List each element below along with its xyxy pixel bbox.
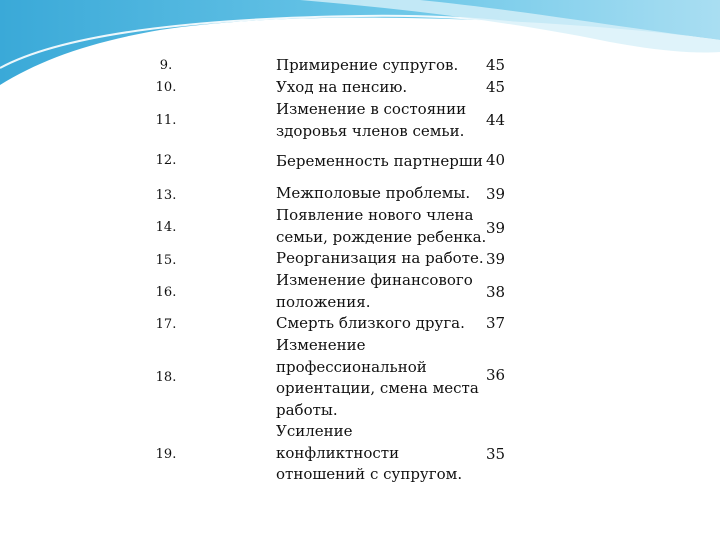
item-text [276,270,488,313]
item-text-line: ориентации, смена места [276,379,479,397]
item-score: 39 [486,250,506,268]
item-text [276,99,488,142]
item-number: 14. [155,220,177,235]
item-text [276,421,488,486]
item-text: Примирение супругов. [276,56,459,74]
item-text [276,205,488,248]
item-text-line: Изменение [276,336,366,354]
item-text-line: профессиональной [276,357,427,376]
item-score: 45 [486,56,506,74]
item-number: 10. [155,80,177,95]
item-score: 39 [486,219,506,237]
item-number: 19. [155,447,177,462]
item-number: 9. [159,58,173,73]
item-text-line: конфликтности [276,443,400,462]
item-number: 12. [155,153,177,168]
item-text-line: положения. [276,292,371,311]
item-text-line: Усиление [276,422,353,440]
item-text: Смерть близкого друга. [276,314,465,332]
item-text-line: Изменение финансового [276,271,473,289]
item-number: 11. [155,113,177,128]
item-score: 45 [486,78,506,96]
item-number: 17. [155,317,177,332]
item-number: 18. [155,370,177,385]
item-score: 39 [486,185,506,203]
item-score: 38 [486,283,506,301]
item-score: 44 [486,111,506,129]
item-text-line: Изменение в состоянии [276,100,467,118]
item-text-line: семьи, рождение ребенка. [276,227,487,246]
item-score: 36 [486,366,506,384]
item-number: 16. [155,285,177,300]
item-text: Беременность партнерши [276,152,483,170]
item-number: 15. [155,253,177,268]
item-text-line: здоровья членов семьи. [276,121,465,140]
item-score: 37 [486,314,506,332]
item-text-line: отношений с супругом. [276,465,463,483]
item-score: 35 [486,445,506,463]
item-text: Уход на пенсию. [276,78,408,96]
item-text [276,335,488,421]
item-score: 40 [486,151,506,169]
item-number: 13. [155,188,177,203]
item-text: Реорганизация на работе. [276,249,484,267]
item-text-line: работы. [276,400,338,419]
item-text-line: Появление нового члена [276,206,474,224]
item-text: Межполовые проблемы. [276,184,471,202]
